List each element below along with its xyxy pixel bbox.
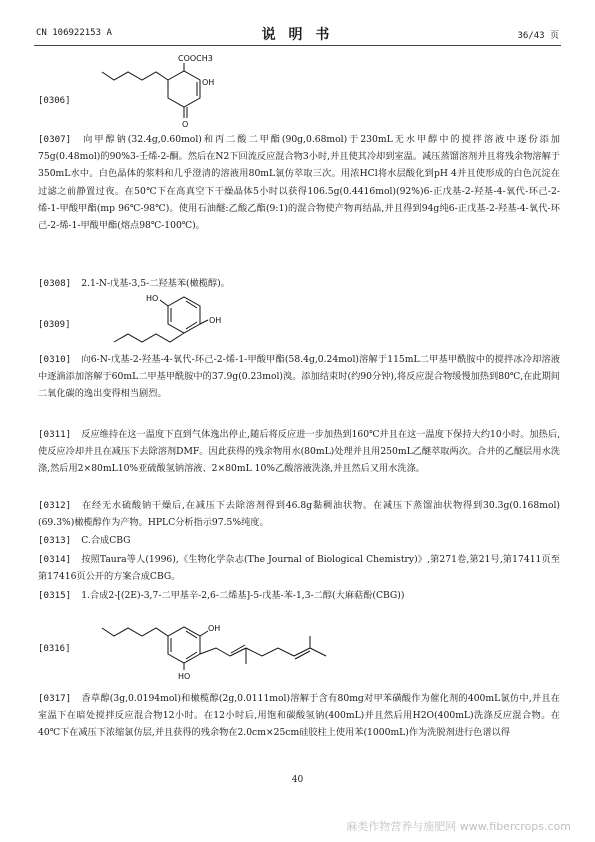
label-ketone: O <box>182 120 189 128</box>
paragraph-text: C.合成CBG <box>81 535 131 546</box>
paragraph-text: 1.合成2-[(2E)-3,7-二甲基辛-2,6-二烯基]-5-戊基-苯-1,3-二醇(大麻萜酚(CBG)) <box>81 590 405 601</box>
structure-cbg <box>98 622 358 682</box>
structure-olivetol <box>98 292 228 354</box>
paragraph-text: 按照Taura等人(1996),《生物化学杂志(The Journal of Biological Chemistry)》,第271卷,第21号,第17411页至第17416页公开的方案合成CBG。 <box>38 554 560 583</box>
paragraph-0314 <box>38 551 560 585</box>
paragraph-0308 <box>38 275 560 292</box>
paragraph-0312 <box>38 497 560 531</box>
paragraph-number: [0314] <box>38 554 72 565</box>
paragraph-text: 反应维持在这一温度下直到气体逸出停止,随后将反应进一步加热到160℃并且在这一温度下保持大约10小时。加热后,使反应冷却并且在减压下去除溶剂DMF。因此获得的残余物用水(80mL)处理并且用250mL乙醚萃取两次。合并的乙醚层用水洗涤,然后用2×80mL10%亚硫酸氢钠溶液、2×80mL 10%乙酸溶液洗涤,并且然后又用水洗涤。 <box>38 429 560 475</box>
paragraph-text: 2.1-N-戊基-3,5-二羟基苯(橄榄醇)。 <box>81 278 230 289</box>
paragraph-number: [0312] <box>38 500 72 511</box>
paragraph-number: [0309] <box>38 320 71 330</box>
paragraph-text: 在经无水硫酸钠干燥后,在减压下去除溶剂得到46.8g黏稠油状物。在减压下蒸馏油状物得到30.3g(0.168mol)(69.3%)橄榄醇作为产物。HPLC分析指示97.5%纯度。 <box>38 500 560 529</box>
paragraph-text: 香草醇(3g,0.0194mol)和橄榄醇(2g,0.0111mol)溶解于含有80mg对甲苯磺酸作为催化剂的400mL氯仿中,并且在室温下在暗处搅拌反应混合物12小时。在12小时后,用饱和碳酸氢钠(400mL)并且然后用H2O(400mL)洗涤反应混合物。在40℃下在减压下浓缩氯仿层,并且获得的残余物在2.0cm×25cm硅胶柱上使用苯(1000mL)作为洗脱剂进行色谱以得 <box>38 693 560 739</box>
paragraph-number: [0308] <box>38 278 72 289</box>
paragraph-number: [0310] <box>38 354 72 365</box>
page-number: 40 <box>291 775 304 785</box>
paragraph-text: 向6-N-戊基-2-羟基-4-氧代-环己-2-烯-1-甲酸甲酯(58.4g,0.24mol)溶解于115mL二甲基甲酰胺中的搅拌冰冷却溶液中逐滴添加溶解于60mL二甲基甲酰胺中的37.9g(0.23mol)溴。添加结束时(约90分钟),将反应混合物缓慢加热到80℃,在此期间二氧化碳的逸出变得相当剧烈。 <box>38 354 560 400</box>
structure-cyclohexenone-ester <box>98 52 228 128</box>
label-hydroxyl: OH <box>202 78 215 87</box>
label-hydroxyl-top: OH <box>208 624 221 633</box>
paragraph-number: [0317] <box>38 693 72 704</box>
page-indicator: 36/43 页 <box>517 31 559 41</box>
watermark: 麻类作物营养与施肥网 www.fibercrops.com <box>346 820 571 833</box>
patent-number: CN 106922153 A <box>36 28 112 38</box>
paragraph-0315 <box>38 587 560 604</box>
label-ester: COOCH3 <box>178 54 213 63</box>
paragraph-number: [0316] <box>38 644 71 654</box>
paragraph-number: [0311] <box>38 429 72 440</box>
page-title: 说 明 书 <box>261 27 334 43</box>
paragraph-text: 向甲醇钠(32.4g,0.60mol)和丙二酸二甲酯(90g,0.68mol)于230mL无水甲醇中的搅拌溶液中逐份添加75g(0.48mol)的90%3-壬烯-2-酮。然后在N2下回流反应混合物3小时,并且使其冷却到室温。减压蒸馏溶剂并且将残余物溶解于350mL水中。白色晶体的浆料和几乎澄清的溶液用80mL氯仿萃取三次。用浓HCl将水层酸化到pH 4并且使形成的白色沉淀在过滤之前静置过夜。在50℃下在高真空下干燥晶体5小时以获得106.5g(0.4416mol)(92%)6-正戊基-2-羟基-4-氧代-环己-2-烯-1-甲酸甲酯(mp 96℃-98℃)。使用石油醚:乙酸乙酯(9:1)的混合物使产物再结晶,并且得到94g纯6-正戊基-2-羟基-4-氧代-环己-2-烯-1-甲酸甲酯(熔点98℃-100℃)。 <box>38 134 560 232</box>
paragraph-0317 <box>38 690 560 742</box>
label-hydroxyl-right: OH <box>209 316 222 325</box>
paragraph-0311 <box>38 426 560 478</box>
paragraph-number: [0307] <box>38 134 72 145</box>
label-hydroxyl-left: HO <box>146 294 159 303</box>
header-rule <box>34 45 561 46</box>
paragraph-0310 <box>38 351 560 403</box>
paragraph-number: [0315] <box>38 590 72 601</box>
label-hydroxyl-bottom: HO <box>178 672 191 681</box>
paragraph-0313 <box>38 532 560 549</box>
paragraph-number: [0313] <box>38 535 72 546</box>
paragraph-0307 <box>38 131 560 234</box>
paragraph-number: [0306] <box>38 96 71 106</box>
